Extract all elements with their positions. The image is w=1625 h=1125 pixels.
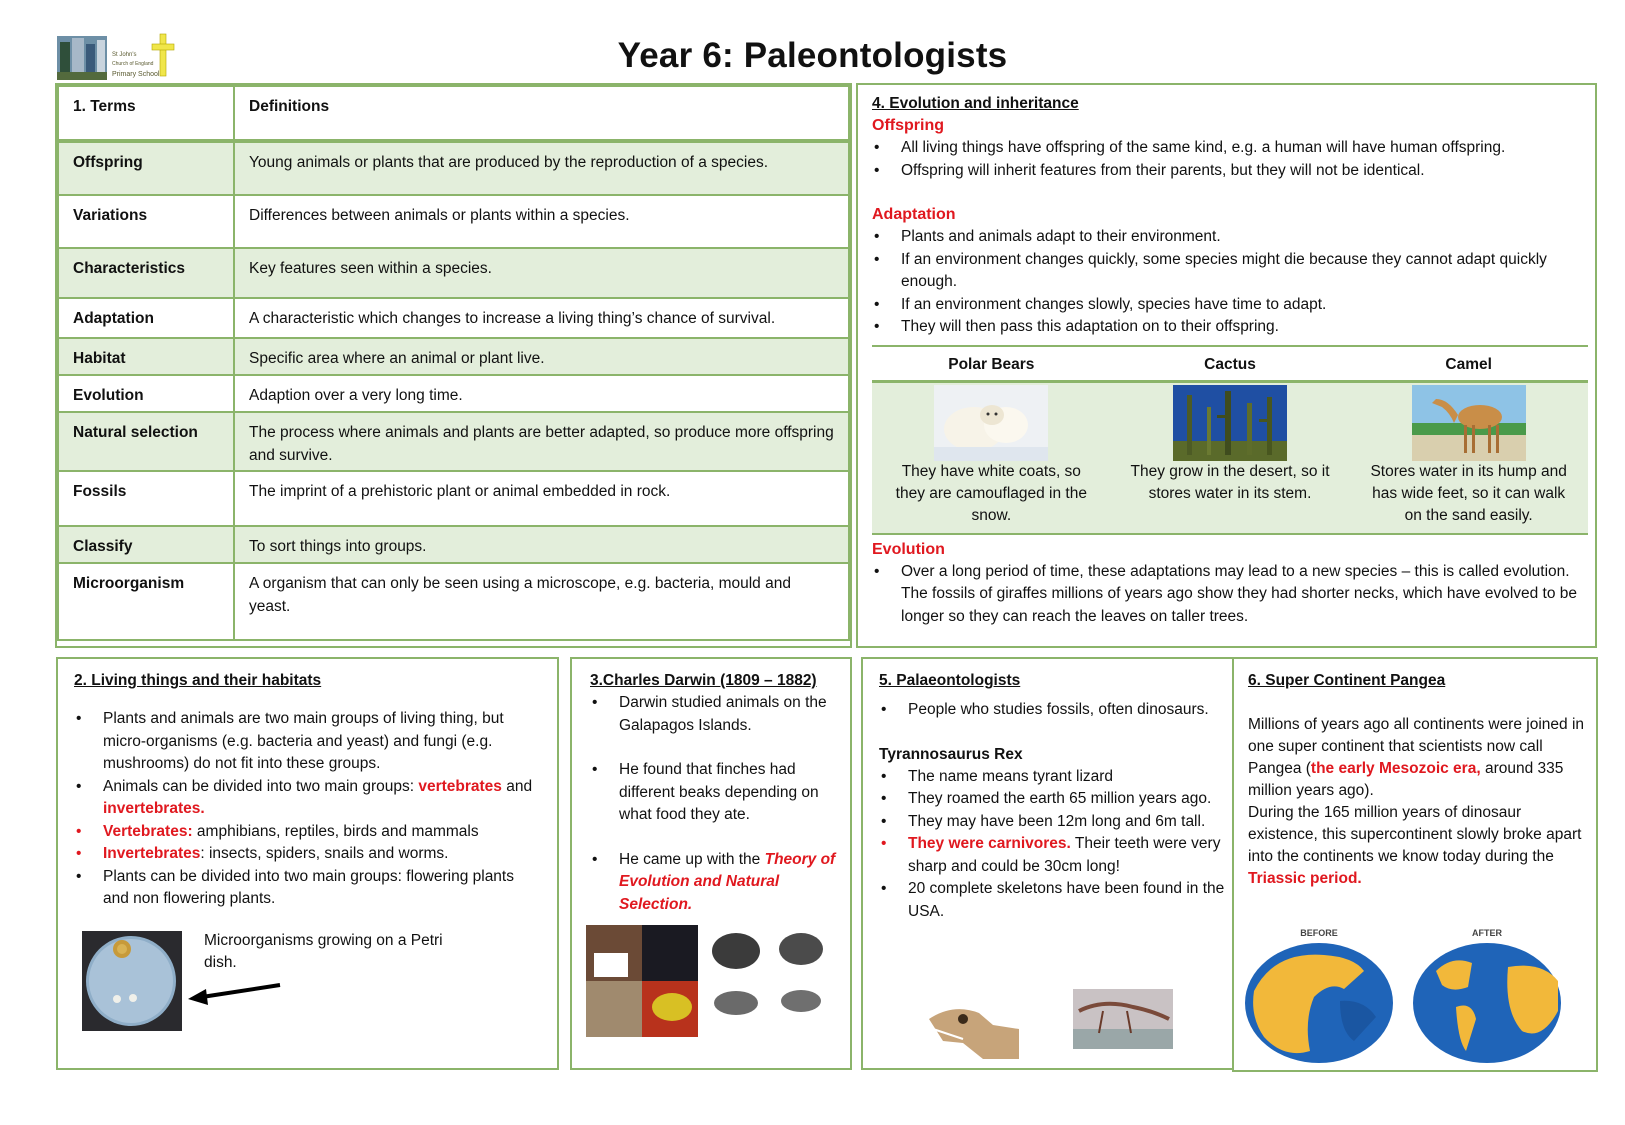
- living-things-list: [74, 708, 543, 911]
- list-item: [879, 833, 1226, 878]
- table-row: [58, 563, 849, 640]
- adaptation-examples-table: [872, 345, 1588, 535]
- term-cell: Adaptation: [58, 298, 234, 338]
- svg-text:Primary School: Primary School: [112, 71, 160, 78]
- trex-heading: Tyrannosaurus Rex: [879, 745, 1023, 763]
- list-item: • If an environment changes quickly, some species might die because they cannot adapt quickly enough.: [872, 249, 1581, 294]
- text: and: [501, 777, 533, 795]
- offspring-heading: Offspring: [872, 117, 944, 134]
- terms-table: [57, 85, 850, 641]
- pangea-paragraph: [1248, 802, 1588, 890]
- list-item: • Over a long period of time, these adaptations may lead to a new species – this is called evolution. The fossils of giraffes millions of years ago show they had shorter necks, which have evolved to be longer so they can reach the leaves on taller trees.: [872, 561, 1581, 629]
- table-header-row: [58, 86, 849, 141]
- example-name: Polar Bears: [948, 355, 1035, 373]
- palaeo-list: [879, 699, 1226, 722]
- term-cell: Variations: [58, 195, 234, 248]
- text: He came up with the: [619, 850, 765, 868]
- highlight-carnivores: They were carnivores.: [908, 835, 1071, 852]
- before-label: BEFORE: [1300, 928, 1338, 938]
- list-item: [590, 849, 842, 917]
- text: Their teeth were very sharp and could be 30cm long!: [908, 835, 1221, 875]
- petri-dish-image: [82, 931, 182, 1031]
- list-item: • They roamed the earth 65 million years ago.: [879, 788, 1226, 811]
- trex-skull-image: [923, 999, 1023, 1065]
- list-item: [74, 821, 543, 844]
- arrow-left-icon: [188, 979, 284, 1009]
- example-caption: Stores water in its hump and has wide feet, so it can walk on the sand easily.: [1370, 462, 1567, 524]
- globe-after-image: [1412, 941, 1562, 1065]
- definition-cell: Adaption over a very long time.: [234, 375, 849, 412]
- pangea-section: [1232, 657, 1598, 1072]
- definition-cell: A characteristic which changes to increase a living thing’s chance of survival.: [234, 298, 849, 338]
- section-title: 2. Living things and their habitats: [74, 672, 322, 689]
- svg-text:Church of England: Church of England: [112, 61, 154, 67]
- list-item: • If an environment changes slowly, species have time to adapt.: [872, 294, 1581, 317]
- highlight-invertebrates: invertebrates.: [103, 800, 205, 817]
- table-row: [58, 412, 849, 471]
- petri-dish-caption: Microorganisms growing on a Petri dish.: [204, 932, 443, 971]
- example-camel: [1349, 383, 1588, 533]
- example-name: Cactus: [1204, 355, 1256, 373]
- term-cell: Evolution: [58, 375, 234, 412]
- table-row: [58, 338, 849, 375]
- term-cell: Fossils: [58, 471, 234, 526]
- text: During the 165 million years of dinosaur existence, this supercontinent slowly broke apart into the continents we know today during the: [1248, 804, 1582, 865]
- highlight-theory: Theory of Evolution and Natural Selection.: [619, 850, 836, 913]
- definition-cell: Key features seen within a species.: [234, 248, 849, 298]
- table-row: [58, 471, 849, 526]
- term-cell: Habitat: [58, 338, 234, 375]
- table-row: [58, 141, 849, 195]
- example-caption: They have white coats, so they are camouflaged in the snow.: [895, 462, 1087, 524]
- trex-skeleton-museum-image: [1073, 989, 1173, 1049]
- evolution-heading: Evolution: [872, 540, 945, 558]
- text: Millions of years ago all continents were joined in one super continent that scientists now call Pangea (: [1248, 716, 1585, 777]
- list-item: • Darwin studied animals on the Galapagos Islands.: [590, 692, 842, 737]
- palaeontologists-section: [861, 657, 1234, 1070]
- list-item: [74, 776, 543, 821]
- terms-heading: 1. Terms: [58, 86, 234, 141]
- section-title: 3.Charles Darwin (1809 – 1882): [590, 672, 817, 689]
- evolution-list: [872, 561, 1581, 629]
- highlight-vertebrates: Vertebrates:: [103, 822, 193, 840]
- list-item: • Plants and animals are two main groups of living thing, but micro-organisms (e.g. bacteria and yeast) and fungi (e.g. mushrooms) do not fit into these groups.: [74, 708, 543, 776]
- definition-cell: Specific area where an animal or plant live.: [234, 338, 849, 375]
- finches-image: [586, 925, 838, 1037]
- trex-list: [879, 766, 1226, 924]
- table-row: [58, 375, 849, 412]
- camel-image: [1412, 385, 1526, 461]
- examples-header-row: [872, 347, 1588, 383]
- evolution-section: [856, 83, 1597, 648]
- list-item: • Plants can be divided into two main groups: flowering plants and non flowering plants.: [74, 866, 543, 911]
- list-item: • The name means tyrant lizard: [879, 766, 1226, 789]
- highlight-invertebrates: Invertebrates: [103, 845, 201, 862]
- examples-body-row: [872, 383, 1588, 533]
- text: amphibians, reptiles, birds and mammals: [192, 822, 479, 840]
- definition-cell: The imprint of a prehistoric plant or animal embedded in rock.: [234, 471, 849, 526]
- definition-cell: The process where animals and plants are better adapted, so produce more offspring and survive.: [234, 412, 849, 471]
- table-row: [58, 248, 849, 298]
- cactus-image: [1173, 385, 1287, 461]
- definition-cell: Differences between animals or plants within a species.: [234, 195, 849, 248]
- term-cell: Classify: [58, 526, 234, 563]
- section-title: 6. Super Continent Pangea: [1248, 672, 1446, 689]
- section-title: 4. Evolution and inheritance: [872, 95, 1079, 112]
- svg-text:St John's: St John's: [112, 52, 137, 58]
- list-item: • All living things have offspring of the same kind, e.g. a human will have human offspring.: [872, 137, 1581, 160]
- text: Animals can be divided into two main groups:: [103, 777, 419, 795]
- list-item: • They may have been 12m long and 6m tall.: [879, 811, 1226, 834]
- highlight-vertebrates: vertebrates: [418, 777, 502, 795]
- polar-bears-image: [934, 385, 1048, 461]
- table-row: [58, 526, 849, 563]
- table-row: [58, 298, 849, 338]
- example-cactus: [1111, 383, 1350, 533]
- list-item: • 20 complete skeletons have been found in the USA.: [879, 878, 1226, 923]
- offspring-list: [872, 137, 1581, 182]
- text: : insects, spiders, snails and worms.: [200, 845, 449, 862]
- term-cell: Characteristics: [58, 248, 234, 298]
- list-item: • Plants and animals adapt to their environment.: [872, 226, 1581, 249]
- highlight-mesozoic: the early Mesozoic era,: [1310, 760, 1481, 777]
- example-name: Camel: [1445, 355, 1492, 373]
- text: around 335 million years ago).: [1248, 760, 1564, 799]
- globe-before-image: [1244, 941, 1394, 1065]
- list-item: • People who studies fossils, often dinosaurs.: [879, 699, 1226, 722]
- list-item: • Offspring will inherit features from their parents, but they will not be identical.: [872, 160, 1581, 183]
- living-things-section: [56, 657, 559, 1070]
- petri-dish-figure: [82, 931, 182, 1038]
- terms-table-section: [55, 83, 852, 648]
- list-item: • He found that finches had different beaks depending on what food they ate.: [590, 759, 842, 827]
- definitions-heading: Definitions: [234, 86, 849, 141]
- charles-darwin-section: [570, 657, 852, 1070]
- pangea-paragraph: [1248, 714, 1588, 802]
- highlight-triassic: Triassic period.: [1248, 870, 1362, 887]
- term-cell: Microorganism: [58, 563, 234, 640]
- example-polar-bears: [872, 383, 1111, 533]
- term-cell: Natural selection: [58, 412, 234, 471]
- definition-cell: Young animals or plants that are produced by the reproduction of a species.: [234, 141, 849, 195]
- section-title: 5. Palaeontologists: [879, 672, 1021, 689]
- darwin-list: [590, 692, 842, 916]
- adaptation-heading: Adaptation: [872, 206, 956, 223]
- list-item: • They will then pass this adaptation on to their offspring.: [872, 316, 1581, 339]
- term-cell: Offspring: [58, 141, 234, 195]
- list-item: [74, 843, 543, 866]
- after-label: AFTER: [1472, 928, 1502, 938]
- definition-cell: A organism that can only be seen using a microscope, e.g. bacteria, mould and yeast.: [234, 563, 849, 640]
- adaptation-list: [872, 226, 1581, 339]
- example-caption: They grow in the desert, so it stores water in its stem.: [1130, 462, 1330, 502]
- page-title: Year 6: Paleontologists: [617, 36, 1008, 75]
- definition-cell: To sort things into groups.: [234, 526, 849, 563]
- table-row: [58, 195, 849, 248]
